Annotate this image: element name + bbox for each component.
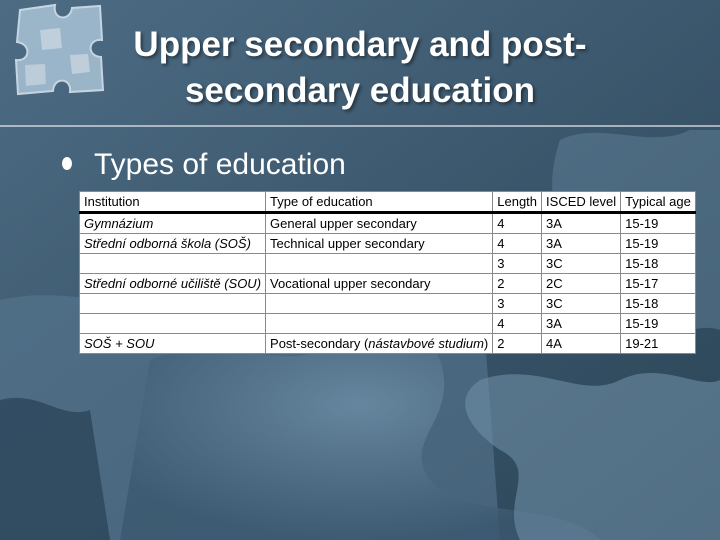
table-row	[80, 213, 696, 234]
header-age: Typical age	[621, 192, 696, 213]
table-row	[80, 274, 696, 294]
title-divider	[0, 125, 720, 127]
slide-title-line-2: secondary education	[184, 71, 536, 110]
cell-isced: 3C	[542, 294, 621, 314]
bullet-dot-icon	[62, 157, 72, 170]
table-header-row	[80, 192, 696, 213]
cell-age: 15-19	[621, 314, 696, 334]
cell-isced: 3C	[542, 254, 621, 274]
cell-isced: 4A	[542, 334, 621, 354]
cell-age: 15-19	[621, 213, 696, 234]
header-isced: ISCED level	[542, 192, 621, 213]
cell-institution: Gymnázium	[80, 213, 266, 234]
cell-age: 15-18	[621, 294, 696, 314]
bullet-text: Types of education	[94, 148, 346, 181]
header-institution: Institution	[80, 192, 266, 213]
header-type: Type of education	[266, 192, 493, 213]
table-row	[80, 254, 696, 274]
table-row	[80, 234, 696, 254]
cell-institution: Střední odborná škola (SOŠ)	[80, 234, 266, 254]
cell-age: 15-17	[621, 274, 696, 294]
cell-institution	[80, 314, 266, 334]
cell-institution: SOŠ + SOU	[80, 334, 266, 354]
table-row	[80, 294, 696, 314]
table-row	[80, 314, 696, 334]
cell-type: Technical upper secondary	[266, 234, 493, 254]
slide-title	[20, 22, 700, 114]
cell-length: 3	[493, 294, 542, 314]
cell-type: Post-secondary (nástavbové studium)	[266, 334, 493, 354]
cell-institution	[80, 254, 266, 274]
education-table	[79, 191, 696, 354]
slide-title-line-1: Upper secondary and post-	[133, 25, 587, 64]
cell-isced: 3A	[542, 213, 621, 234]
cell-isced: 3A	[542, 234, 621, 254]
cell-type: General upper secondary	[266, 213, 493, 234]
bullet-item	[62, 145, 346, 185]
cell-length: 2	[493, 274, 542, 294]
cell-age: 15-18	[621, 254, 696, 274]
cell-type	[266, 254, 493, 274]
cell-age: 15-19	[621, 234, 696, 254]
cell-length: 2	[493, 334, 542, 354]
cell-isced: 2C	[542, 274, 621, 294]
cell-institution: Střední odborné učiliště (SOU)	[80, 274, 266, 294]
cell-isced: 3A	[542, 314, 621, 334]
cell-length: 4	[493, 234, 542, 254]
header-length: Length	[493, 192, 542, 213]
cell-age: 19-21	[621, 334, 696, 354]
cell-type	[266, 314, 493, 334]
cell-type	[266, 294, 493, 314]
cell-length: 3	[493, 254, 542, 274]
cell-type: Vocational upper secondary	[266, 274, 493, 294]
cell-length: 4	[493, 213, 542, 234]
cell-length: 4	[493, 314, 542, 334]
cell-institution	[80, 294, 266, 314]
table-row	[80, 334, 696, 354]
